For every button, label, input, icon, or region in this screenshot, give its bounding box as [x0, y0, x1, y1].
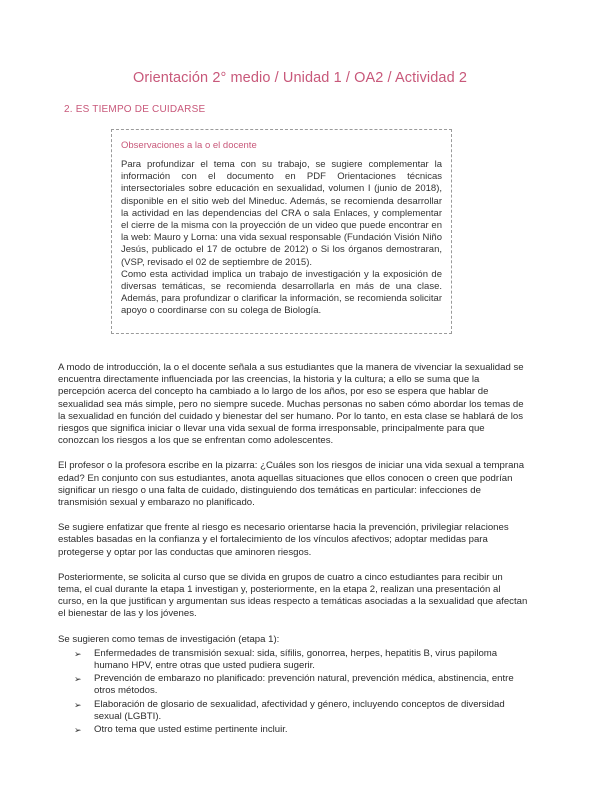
list-item	[58, 673, 528, 697]
list-item-text: Enfermedades de transmisión sexual: sida, sífilis, gonorrea, herpes, hepatitis B, virus papiloma humano HPV, entre otras que usted pudiera sugerir.	[94, 647, 498, 672]
arrow-bullet-icon: ➢	[74, 648, 82, 659]
arrow-bullet-icon: ➢	[74, 674, 82, 685]
body-text	[58, 362, 528, 737]
list-item	[58, 724, 528, 736]
list-item	[58, 699, 528, 723]
arrow-bullet-icon: ➢	[74, 725, 82, 736]
body-paragraph: A modo de introducción, la o el docente señala a sus estudiantes que la manera de vivenciar la sexualidad se encuentra directamente influenciada por las creencias, la historia y la cultura; a ello se suma que la percepción acerca del concepto ha cambiado a lo largo de los años, por eso se espera que hablar de sexualidad sea más simple, pero no siempre sucede. Muchas personas no saben cómo abordar los temas de la sexualidad en función del cuidado y bienestar del ser humano. Por lo tanto, en esta clase se hablará de los riesgos que significa iniciar o llevar una vida sexual de forma irresponsable, principalmente para que conozcan los riesgos a los que se enfrentan como adolescentes.	[58, 362, 524, 447]
list-item	[58, 648, 528, 672]
topics-list	[58, 648, 528, 736]
page-title: Orientación 2° medio / Unidad 1 / OA2 / Actividad 2	[132, 70, 468, 86]
teacher-notes-paragraph: Para profundizar el tema con su trabajo, se sugiere complementar la información con el documento en PDF Orientaciones técnicas intersectoriales sobre educación en sexualidad, volumen I (junio de 2018), disponible en el sitio web del Mineduc. Además, se recomienda desarrollar la actividad en las dependencias del CRA o sala Enlaces, y complementar el cierre de la misma con la proyección de un video que puede encontrar en la web: Mauro y Lorna: una vida sexual responsable (Fundación Visión Niño Jesús, publicado el 17 de octubre de 2012) o Si los órganos demostraran, (VSP, revisado el 02 de septiembre de 2015).	[121, 159, 442, 268]
body-paragraph: Posteriormente, se solicita al curso que se divida en grupos de cuatro a cinco estudiantes para recibir un tema, el cual durante la etapa 1 investigan y, posteriormente, en la etapa 2, realizan una presentación al curso, en la que justifican y argumentan sus ideas respecto a temáticas asociadas a la sexualidad que afectan el bienestar de las y los jóvenes.	[58, 571, 528, 620]
teacher-notes-heading: Observaciones a la o el docente	[121, 140, 257, 151]
body-paragraph: Se sugiere enfatizar que frente al riesgo es necesario orientarse hacia la prevención, privilegiar relaciones estables basadas en la confianza y el fortalecimiento de los vínculos afectivos; adoptar medidas para protegerse y optar por las conductas que aminoren riesgos.	[58, 522, 509, 558]
topics-intro: Se sugieren como temas de investigación (etapa 1):	[58, 633, 280, 645]
list-item-text: Elaboración de glosario de sexualidad, afectividad y género, incluyendo conceptos de diversidad sexual (LGBTI).	[94, 698, 505, 722]
teacher-notes-box	[111, 129, 452, 334]
arrow-bullet-icon: ➢	[74, 699, 82, 710]
list-item-text: Otro tema que usted estime pertinente incluir.	[94, 724, 288, 736]
teacher-notes-paragraph: Como esta actividad implica un trabajo de investigación y la exposición de diversas temáticas, se recomienda desarrollarla en más de una clase. Además, para profundizar o clarificar la información, se recomienda solicitar apoyo o coordinarse con su colega de Biología.	[121, 268, 442, 317]
body-paragraph: El profesor o la profesora escribe en la pizarra: ¿Cuáles son los riesgos de iniciar una vida sexual a temprana edad? En conjunto con sus estudiantes, anota aquellas situaciones que ellos conocen o creen que podrían significar un riesgo o una falta de cuidado, distinguiendo dos temáticas en particular: infecciones de transmisión sexual y embarazo no planificado.	[58, 460, 525, 509]
list-item-text: Prevención de embarazo no planificado: prevención natural, prevención médica, abstinencia, entre otros métodos.	[94, 673, 514, 697]
section-heading: 2. ES TIEMPO DE CUIDARSE	[64, 104, 206, 115]
